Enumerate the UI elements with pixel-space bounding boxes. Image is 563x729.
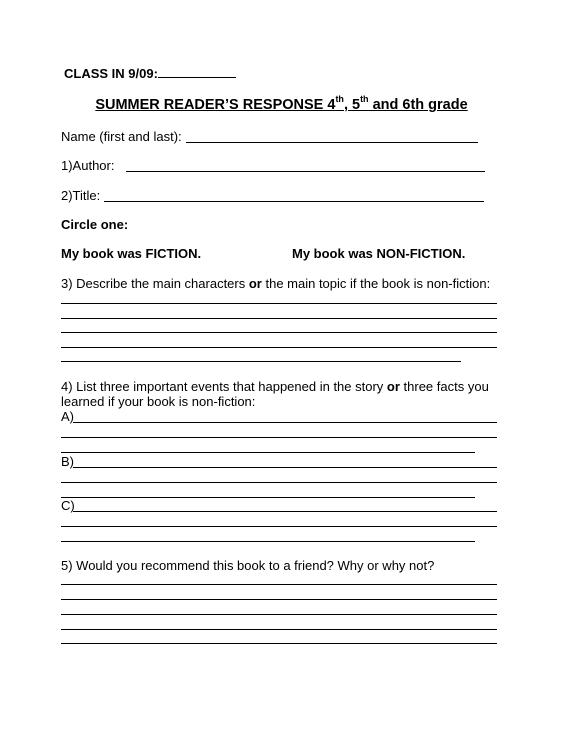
q3-text-after: the main topic if the book is non-fiction: xyxy=(261,276,491,291)
q4-c-answer-line[interactable] xyxy=(61,526,497,527)
q3-text-bold: or xyxy=(248,276,262,291)
author-field[interactable] xyxy=(126,171,485,172)
q4-c-answer-line[interactable] xyxy=(61,541,475,542)
q4-b-answer-line[interactable] xyxy=(61,497,475,498)
q3-answer-line[interactable] xyxy=(61,318,497,319)
q4-b-answer-line[interactable] xyxy=(61,482,497,483)
class-label-text: CLASS IN 9/09: xyxy=(64,66,158,81)
q4-text-before: 4) List three important events that happened in the story xyxy=(61,379,387,394)
title-part3: and 6th grade xyxy=(368,97,468,113)
q3-answer-line[interactable] xyxy=(61,361,461,362)
worksheet-title xyxy=(0,94,563,114)
q4-b-label: B) xyxy=(61,454,74,469)
q4-c-label: C) xyxy=(61,498,75,513)
title-sup2: th xyxy=(360,94,369,105)
circle-heading: Circle one: xyxy=(61,217,129,232)
q4-a-label: A) xyxy=(61,409,74,424)
fiction-option[interactable]: My book was FICTION. xyxy=(61,246,202,261)
q4-text-after: three facts you xyxy=(399,379,489,394)
q5-answer-line[interactable] xyxy=(61,629,497,630)
q3-answer-line[interactable] xyxy=(61,347,497,348)
title-part2: , 5 xyxy=(343,97,361,113)
name-field[interactable] xyxy=(186,142,478,143)
author-label: 1)Author: xyxy=(61,158,115,173)
q5-answer-line[interactable] xyxy=(61,643,497,644)
question-4-line2: learned if your book is non-fiction: xyxy=(61,394,256,409)
q5-answer-line[interactable] xyxy=(61,599,497,600)
q5-answer-line[interactable] xyxy=(61,584,497,585)
title-part1: SUMMER READER’S RESPONSE 4 xyxy=(95,97,336,113)
class-label xyxy=(64,66,236,81)
class-blank[interactable] xyxy=(158,66,236,78)
q4-text-bold: or xyxy=(386,379,400,394)
title-sup1: th xyxy=(335,94,344,105)
question-5: 5) Would you recommend this book to a friend? Why or why not? xyxy=(61,558,435,573)
q4-a-answer-line[interactable] xyxy=(61,452,475,453)
title-label: 2)Title: xyxy=(61,188,101,203)
name-label: Name (first and last): xyxy=(61,129,182,144)
title-field[interactable] xyxy=(104,201,484,202)
q5-answer-line[interactable] xyxy=(61,614,497,615)
question-4-line1 xyxy=(61,379,489,394)
q4-a-answer-line[interactable] xyxy=(73,422,497,423)
q3-answer-line[interactable] xyxy=(61,332,497,333)
q3-text-before: 3) Describe the main characters xyxy=(61,276,249,291)
q4-c-answer-line[interactable] xyxy=(73,511,497,512)
question-3 xyxy=(61,276,490,291)
nonfiction-option[interactable]: My book was NON-FICTION. xyxy=(292,246,466,261)
q3-answer-line[interactable] xyxy=(61,303,497,304)
q4-b-answer-line[interactable] xyxy=(73,467,497,468)
q4-a-answer-line[interactable] xyxy=(61,437,497,438)
